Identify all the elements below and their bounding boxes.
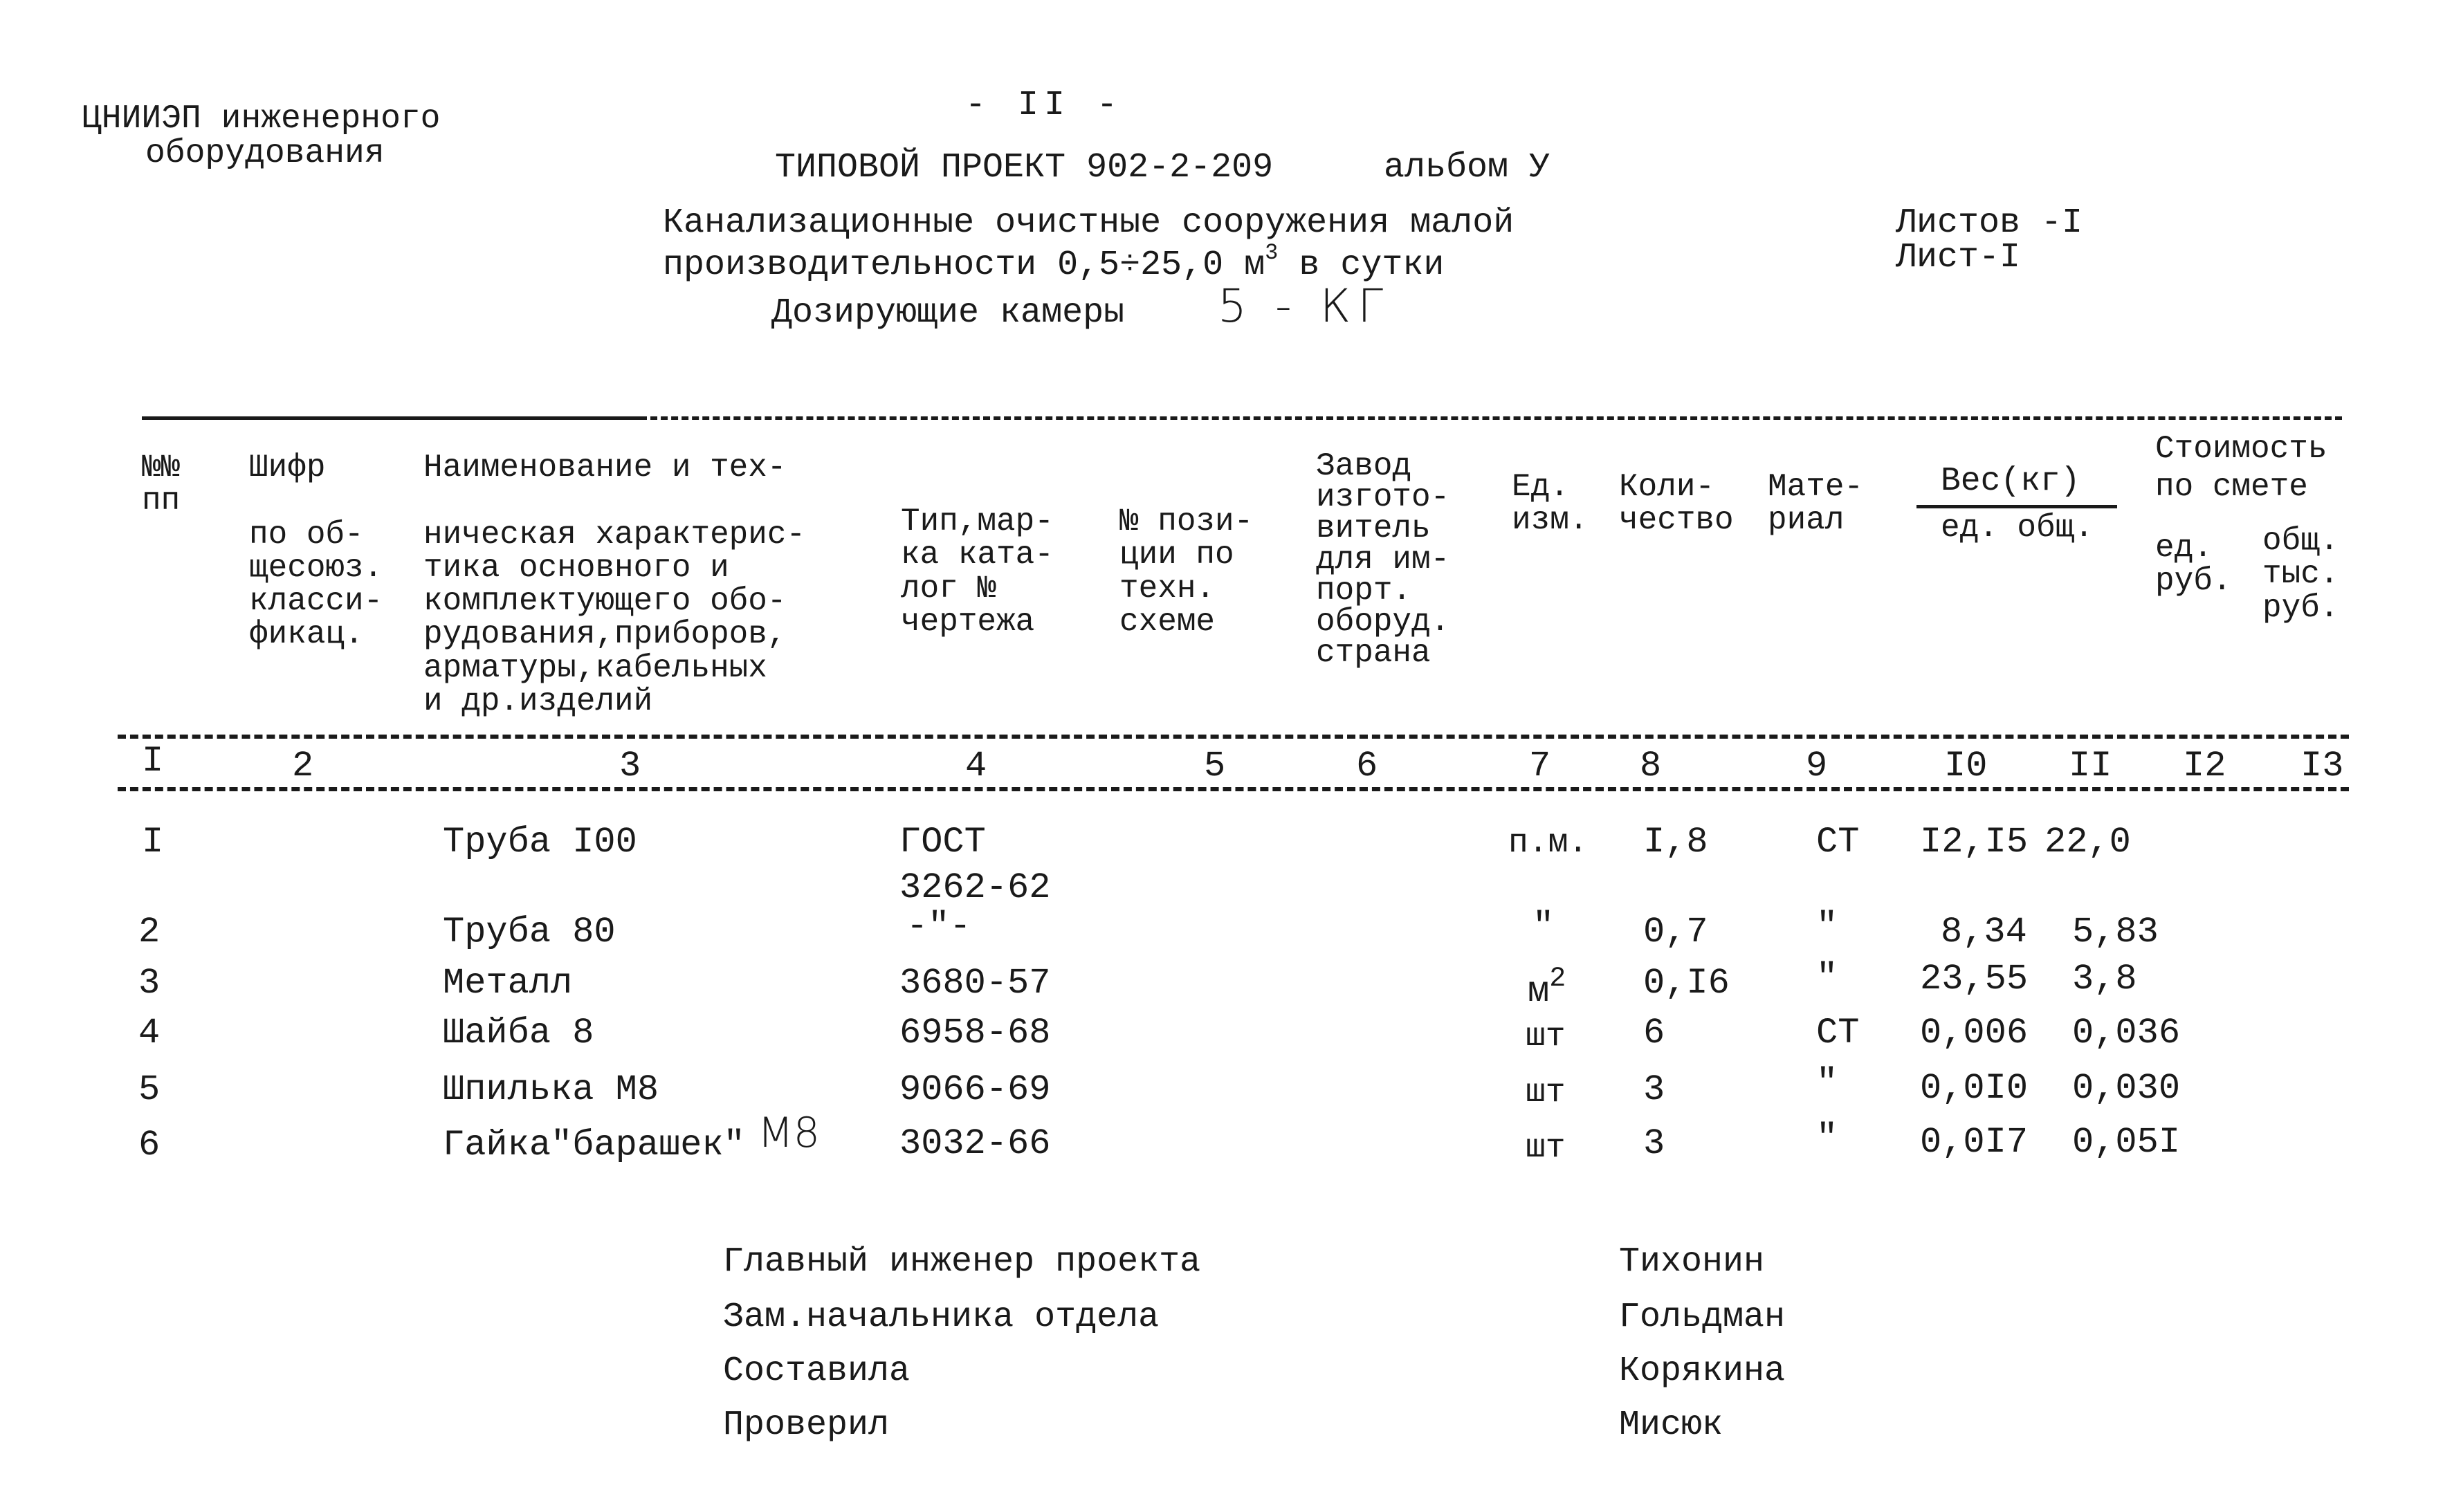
col-header-quantity: Коли- чество	[1619, 469, 1734, 539]
col-header-manufacturer: Завод изгото- витель для им- порт. оборуд. страна	[1316, 448, 1450, 672]
item-quantity: I,8	[1643, 822, 1708, 863]
column-number: 4	[965, 746, 987, 786]
item-weight-unit: 8,34	[1941, 912, 2027, 952]
signature-name: Мисюк	[1619, 1405, 1723, 1445]
col-header-name: Наименование и тех- ническая характерис- тика основного и комплектующего обо- рудования,приборов, арматуры,кабельных и др.изделий	[423, 450, 806, 720]
column-number: I2	[2183, 746, 2226, 786]
project-code: ТИПОВОЙ ПРОЕКТ 902-2-209	[775, 148, 1274, 187]
column-numbers-bottom-rule	[118, 787, 2349, 791]
column-number: 6	[1356, 746, 1378, 786]
item-name: Труба 80	[443, 912, 616, 952]
item-material: СТ	[1816, 1013, 1860, 1053]
signature-role: Зам.начальника отдела	[723, 1298, 1160, 1337]
item-unit: $м^2$	[1528, 964, 1566, 1012]
item-type-line2: 3262-62	[899, 867, 1051, 908]
item-name-handwritten: М8	[758, 1109, 820, 1157]
item-weight-total: 5,83	[2072, 912, 2159, 952]
signature-name: Корякина	[1619, 1352, 1786, 1391]
col-header-code: Шифр по об- щесоюз. класси- фикац.	[249, 450, 383, 653]
item-type: 3032-66	[899, 1123, 1051, 1164]
item-name: Труба I00	[443, 822, 637, 863]
item-quantity: 3	[1643, 1123, 1665, 1164]
item-type: -"-	[906, 906, 971, 947]
table-top-rule	[640, 416, 2342, 420]
organization-line1: ЦНИИЭП инженерного	[82, 100, 441, 138]
col-header-position: № пози- ции по техн. схеме	[1119, 504, 1254, 640]
item-weight-unit: 23,55	[1920, 959, 2029, 999]
item-material: СТ	[1816, 822, 1860, 863]
sheet-count: Листов -I	[1896, 203, 2083, 243]
item-quantity: 0,7	[1643, 912, 1708, 952]
column-number: 9	[1806, 746, 1828, 786]
item-material: "	[1816, 1062, 1838, 1103]
table-top-rule-solid	[142, 416, 640, 420]
item-weight-total: 22,0	[2044, 822, 2131, 863]
col-header-cost-total: общ. тыс. руб.	[2262, 523, 2339, 626]
item-weight-unit: I2,I5	[1920, 822, 2029, 863]
signature-role: Проверил	[723, 1405, 890, 1445]
column-number: I0	[1944, 746, 1988, 786]
column-numbers-top-rule	[118, 735, 2349, 739]
item-quantity: 3	[1643, 1069, 1665, 1110]
row-number: 4	[138, 1013, 161, 1053]
document-subtitle: Дозирующие камеры	[771, 293, 1125, 333]
item-material: "	[1816, 906, 1838, 947]
col-header-weight-sub: ед. общ.	[1941, 510, 2094, 546]
album-label: альбом У	[1384, 148, 1550, 187]
column-number: 8	[1640, 746, 1662, 786]
col-header-number: №№ пп	[142, 450, 181, 519]
col-header-weight: Вес(кг)	[1941, 463, 2080, 500]
col-header-cost: Стоимость по смете	[2155, 431, 2327, 506]
organization-line2: оборудования	[145, 135, 385, 172]
col-header-material: Мате- риал	[1768, 469, 1864, 539]
document-title-line1: Канализационные очистные сооружения малой	[663, 203, 1515, 243]
item-unit: шт	[1526, 1074, 1566, 1112]
item-name: Шпилька М8	[443, 1069, 659, 1110]
row-number: I	[142, 822, 164, 863]
col-header-cost-unit: ед. руб.	[2155, 530, 2232, 600]
item-quantity: 6	[1643, 1013, 1665, 1053]
column-number: I	[142, 741, 164, 782]
item-quantity: 0,I6	[1643, 963, 1730, 1004]
signature-name: Тихонин	[1619, 1242, 1765, 1282]
item-material: "	[1816, 1118, 1838, 1159]
col-header-type: Тип,мар- ка ката- лог № чертежа	[901, 504, 1054, 640]
item-type: 9066-69	[899, 1069, 1051, 1110]
item-unit: шт	[1526, 1018, 1566, 1055]
column-number: II	[2069, 746, 2112, 786]
item-weight-total: 0,036	[2072, 1013, 2181, 1053]
item-weight-total: 0,05I	[2072, 1122, 2181, 1163]
item-weight-unit: 0,006	[1920, 1013, 2029, 1053]
column-number: I3	[2300, 746, 2344, 786]
document-title-line2: производительности 0,5÷25,0 $м^3$ в сутки	[663, 240, 1445, 285]
item-type: ГОСТ	[899, 822, 986, 863]
item-type: 6958-68	[899, 1013, 1051, 1053]
item-type: 3680-57	[899, 963, 1051, 1004]
column-number: 2	[292, 746, 314, 786]
row-number: 6	[138, 1125, 161, 1165]
column-number: 7	[1529, 746, 1551, 786]
item-weight-unit: 0,0I7	[1920, 1122, 2029, 1163]
item-unit: "	[1532, 906, 1555, 947]
item-weight-total: 3,8	[2072, 959, 2137, 999]
item-weight-total: 0,030	[2072, 1068, 2181, 1109]
weight-header-rule	[1916, 505, 2117, 508]
item-name: Металл	[443, 963, 573, 1004]
signature-name: Гольдман	[1619, 1298, 1786, 1337]
item-weight-unit: 0,0I0	[1920, 1068, 2029, 1109]
row-number: 5	[138, 1069, 161, 1110]
item-unit: п.м.	[1508, 824, 1589, 862]
item-name: Шайба 8	[443, 1013, 594, 1053]
page-number: - II -	[965, 86, 1124, 125]
row-number: 3	[138, 963, 161, 1004]
item-unit: шт	[1526, 1130, 1566, 1167]
signature-role: Составила	[723, 1352, 911, 1391]
signature-role: Главный инженер проекта	[723, 1242, 1201, 1282]
column-number: 3	[619, 746, 641, 786]
item-material: "	[1816, 957, 1838, 998]
item-name: Гайка"барашек"	[443, 1125, 745, 1165]
row-number: 2	[138, 912, 161, 952]
sheet-number: Лист-I	[1896, 238, 2021, 277]
column-number: 5	[1204, 746, 1226, 786]
handwritten-code: 5 - КГ	[1218, 279, 1391, 333]
col-header-unit: Ед. изм.	[1512, 469, 1589, 539]
